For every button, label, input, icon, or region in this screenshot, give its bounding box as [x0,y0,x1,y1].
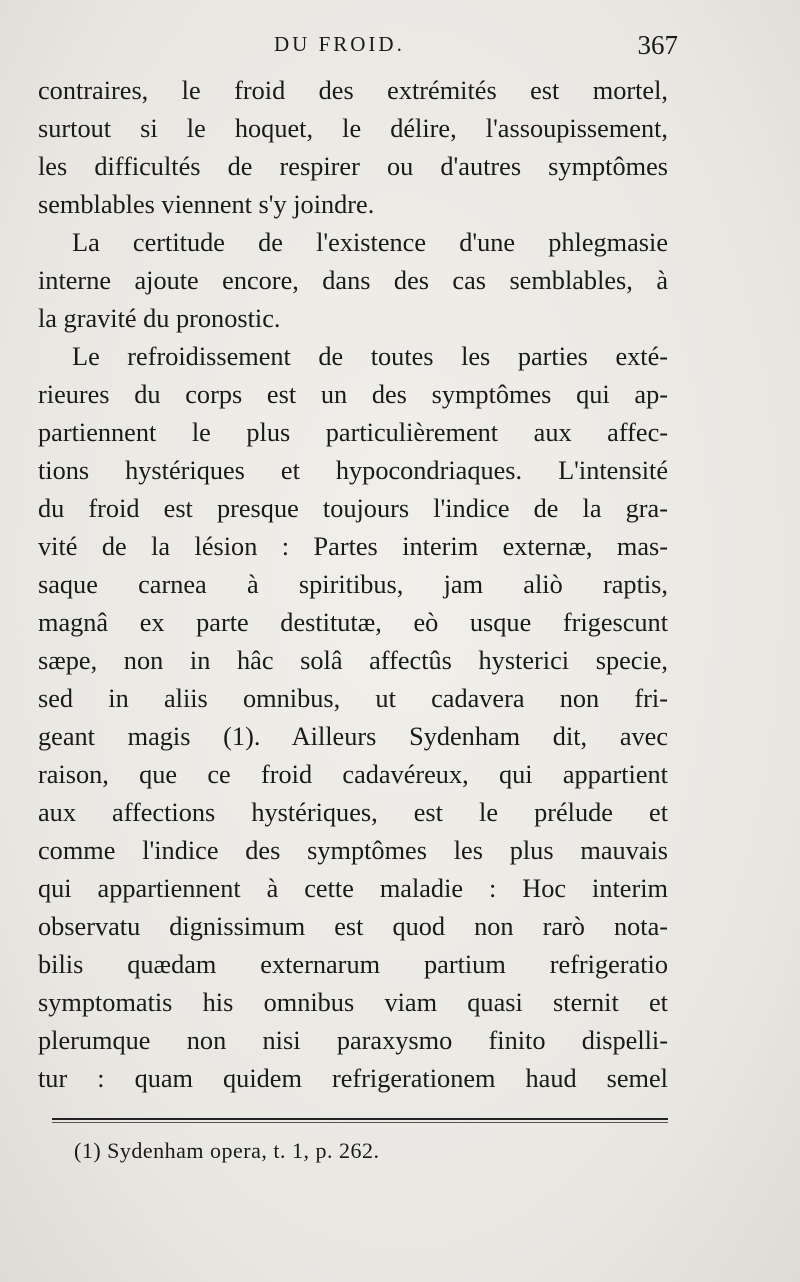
text-line: sæpe, non in hâc solâ affectûs hysterici specie, [38,646,668,675]
footnote-rule [52,1118,668,1123]
text-line: rieures du corps est un des symptômes qui ap- [38,380,668,409]
text-line: geant magis (1). Ailleurs Sydenham dit, avec [38,722,668,751]
page-header [38,30,678,64]
text-line: Le refroidissement de toutes les parties exté- [72,342,668,371]
text-line: tur : quam quidem refrigerationem haud semel [38,1064,668,1093]
page-number: 367 [637,30,678,60]
text-line: surtout si le hoquet, le délire, l'assoupissement, [38,114,668,143]
text-line: La certitude de l'existence d'une phlegmasie [72,228,668,257]
text-line: qui appartiennent à cette maladie : Hoc interim [38,874,668,903]
body-text [38,72,668,1098]
text-line: partiennent le plus particulièrement aux affec- [38,418,668,447]
text-line: sed in aliis omnibus, ut cadavera non fri- [38,684,668,713]
text-line: symptomatis his omnibus viam quasi sternit et [38,988,668,1017]
text-line: semblables viennent s'y joindre. [38,190,375,219]
text-line: vité de la lésion : Partes interim externæ, mas- [38,532,668,561]
text-line: bilis quædam externarum partium refrigeratio [38,950,668,979]
text-line: la gravité du pronostic. [38,304,281,333]
running-head: DU FROID. [274,32,405,56]
text-line: contraires, le froid des extrémités est mortel, [38,76,668,105]
text-line: plerumque non nisi paraxysmo finito dispelli- [38,1026,668,1055]
text-line: aux affections hystériques, est le prélude et [38,798,668,827]
text-line: magnâ ex parte destitutæ, eò usque frigescunt [38,608,668,637]
text-line: observatu dignissimum est quod non rarò nota- [38,912,668,941]
footnote: (1) Sydenham opera, t. 1, p. 262. [74,1138,380,1163]
text-line: saque carnea à spiritibus, jam aliò raptis, [38,570,668,599]
text-line: les difficultés de respirer ou d'autres symptômes [38,152,668,181]
text-line: comme l'indice des symptômes les plus mauvais [38,836,668,865]
text-line: du froid est presque toujours l'indice de la gra- [38,494,668,523]
text-line: interne ajoute encore, dans des cas semblables, à [38,266,668,295]
text-line: tions hystériques et hypocondriaques. L'intensité [38,456,668,485]
text-line: raison, que ce froid cadavéreux, qui appartient [38,760,668,789]
